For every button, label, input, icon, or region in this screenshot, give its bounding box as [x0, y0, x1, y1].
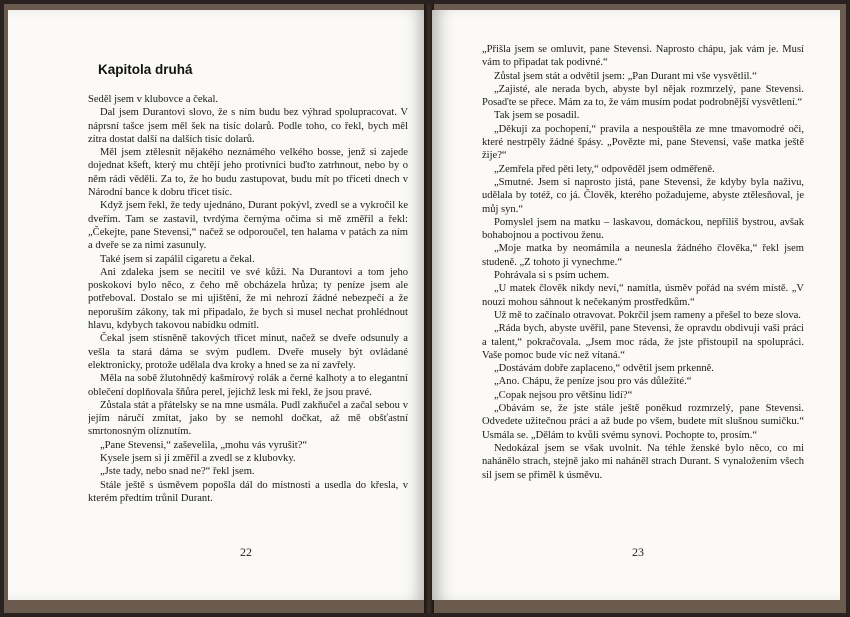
paragraph: Kysele jsem si ji změřil a zvedl se z klubovky.	[100, 453, 296, 465]
paragraph: „Děkuji za pochopení,“ pravila a nespouštěla ze mne tmavomodré oči, které nestrpěly žádné špásy. „Povězte mi, pane Stevensi, vaše matka ještě žije?“	[482, 123, 804, 162]
paragraph: „Pane Stevensi,“ zaševelila, „mohu vás vyrušit?“	[100, 439, 308, 451]
page-number: 22	[240, 545, 252, 559]
paragraph: Zůstala stát a přátelsky se na mne usmála. Pudl zakňučel a začal sebou v jejím náručí zmítat, jako by se nemohl dočkat, až mě obšťastní smrtonosným olíznutím.	[88, 399, 408, 438]
paragraph: „Zemřela před pěti lety,“ odpověděl jsem odměřeně.	[494, 163, 715, 175]
paragraph: Už mě to začínalo otravovat. Pokrčil jsem rameny a přešel to beze slova.	[494, 309, 801, 321]
page-number: 23	[632, 545, 644, 559]
paragraph: Ani zdaleka jsem se necítil ve své kůži. Na Durantovi a tom jeho poskokovi bylo něco, z čeho mě obcházela hrůza; ty peníze jsem ale potřeboval. Dostalo se mi ujištění, že mi nehrozí žádné nebezpečí a že neporuším zákony, tak mi připadalo, že bych si musel nechat prohlédnout hlavu, kdybych takovou nabídku odmítl.	[88, 266, 408, 332]
paragraph: Seděl jsem v klubovce a čekal.	[88, 94, 219, 105]
right-page-text	[482, 43, 804, 523]
paragraph: „Dostávám dobře zaplaceno,“ odvětil jsem prkenně.	[494, 363, 714, 375]
paragraph: „Moje matka by neomámila a neunesla žádného člověka,“ řekl jsem studeně. „Z tohoto ji vynechme.“	[482, 243, 804, 268]
paragraph: „U matek člověk nikdy neví,“ namítla, úsměv pořád na svém místě. „V nouzi mohou sáhnout k nečekaným prostředkům.“	[482, 283, 804, 308]
paragraph: „Jste tady, nebo snad ne?“ řekl jsem.	[100, 466, 255, 478]
paragraph: „Smutné. Jsem si naprosto jistá, pane Stevensi, že kdyby byla naživu, udělala by totéž, co já. Člověk, kterého požadujeme, abyste ztělesňoval, je můj syn.“	[482, 176, 804, 215]
paragraph: Pomyslel jsem na matku – laskavou, domáckou, nepříliš bystrou, avšak bohabojnou a poctivou ženu.	[482, 216, 804, 242]
paragraph: „Copak nejsou pro většinu lidí?“	[494, 389, 633, 401]
paragraph: Čekal jsem stísněně takových třicet minut, načež se dveře odsunuly a vešla ta stará dáma se svým pudlem. Dveře museły být ovládané elektronicky, protože udělala dva kroky a hned se za ní zavřely.	[88, 333, 408, 371]
paragraph: Měla na sobě žlutohnědý kašmírový rolák a černé kalhoty a to elegantní oblečení doplňovala šňůra perel, jejichž lesk mi řekl, že jsou pravé.	[88, 373, 408, 398]
left-page	[8, 10, 426, 600]
paragraph: „Ano. Chápu, že peníze jsou pro vás důležité.“	[494, 376, 692, 388]
right-page	[432, 10, 840, 600]
chapter-title: Kapitola druhá	[98, 62, 193, 77]
paragraph: „Přišla jsem se omluvit, pane Stevensi. Naprosto chápu, jak vám je. Musí vám to připadat tak podivné.“	[482, 44, 804, 69]
paragraph: Nedokázal jsem se však uvolnit. Na téhle ženské bylo něco, co mi nahánělo strach, stejně jako mi naháněl strach Durant. S vynaložením všech sil jsem se přiměl k úsměvu.	[482, 442, 804, 481]
paragraph: Tak jsem se posadil.	[494, 110, 580, 122]
paragraph: „Ráda bych, abyste uvěřil, pane Stevensi, že opravdu obdivuji vaši práci a talent,“ pokračovala. „Jsem moc ráda, že jste přistoupil na spolupráci. Vaše pomoc bude víc než vítaná.“	[482, 323, 804, 361]
paragraph: Zůstal jsem stát a odvětil jsem: „Pan Durant mi vše vysvětlil.“	[494, 70, 757, 82]
paragraph: Stále ještě s úsměvem popošla dál do místnosti a usedla do křesla, v kterém předtím trůnil Durant.	[88, 479, 408, 504]
paragraph: Dal jsem Durantovi slovo, že s ním budu bez výhrad spolupracovat. V náprsní tašce jsem měl šek na tisíc dolarů. Podle toho, co řekl, bych měl zítra dostat další na dalších tisíc dolarů.	[88, 107, 408, 145]
paragraph: Také jsem si zapálil cigaretu a čekal.	[100, 253, 255, 265]
paragraph: Když jsem řekl, že tedy ujednáno, Durant pokývl, zvedl se a vykročil ke dveřím. Tam se zastavil, tvrdýma černýma očima si mě změřil a řekl: „Čekejte, pane Stevensi,“ načež se odporoučel, ten halama v patách za ním a dveře se za nimi zasunuly.	[88, 200, 408, 252]
paragraph: „Obávám se, že jste stále ještě poněkud rozmrzelý, pane Stevensi. Odvedete užitečnou práci a až bude po všem, budete mít slušnou sumičku.“ Usmála se. „Dělám to kvůli svému synovi. Pochopte to, prosím.“	[482, 403, 804, 441]
paragraph: Pohrávala si s psím uchem.	[494, 270, 610, 282]
paragraph: Měl jsem ztělesnit nějakého neznámého velkého bosse, jenž si zajede dojednat kšeft, který mu chtějí jeho protivníci buďto zatrhnout, nebo by o něm rádi věděli. Za to, že ho budu zastupovat, budu mít po třiceti dnech v Národní bance k dobru třicet tisíc.	[88, 147, 408, 199]
left-page-text	[88, 93, 408, 523]
paragraph: „Zajisté, ale nerada bych, abyste byl nějak rozmrzelý, pane Stevensi. Posaďte se přece. Mám za to, že vám musím podat podrobnější vysvětlení.“	[482, 83, 804, 109]
book-spread	[4, 4, 846, 613]
